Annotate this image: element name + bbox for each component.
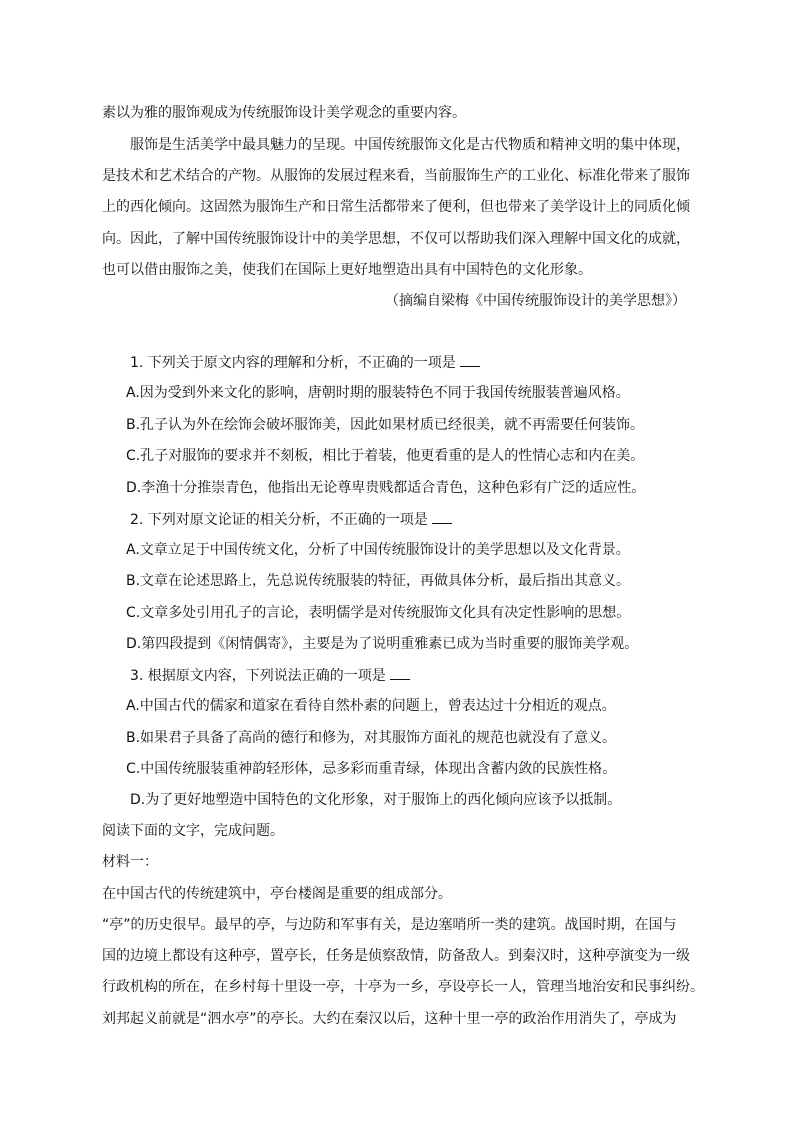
passage-source: （摘编自梁梅《中国传统服饰设计的美学思想》） [385, 293, 686, 309]
question-option: B.如果君子具备了高尚的德行和修为，对其服饰方面礼的规范也就没有了意义。 [126, 730, 617, 746]
passage-line: 是技术和艺术结合的产物。从服饰的发展过程来看，当前服饰生产的工业化、标准化带来了服饰 [102, 168, 690, 184]
answer-blank [390, 665, 410, 680]
material-line: 在中国古代的传统建筑中，亭台楼阁是重要的组成部分。 [102, 886, 452, 902]
material-line: “亭”的历史很早。最早的亭，与边防和军事有关，是边塞哨所一类的建筑。战国时期，在国与 [102, 917, 677, 933]
material-label: 材料一： [102, 854, 158, 870]
section-instruction: 阅读下面的文字，完成问题。 [102, 823, 284, 839]
material-line: 刘邦起义前就是“泗水亭”的亭长。大约在秦汉以后，这种十里一亭的政治作用消失了，亭成为 [102, 1011, 677, 1027]
question-option: D.李渔十分推崇青色，他指出无论尊卑贵贱都适合青色，这种色彩有广泛的适应性。 [126, 480, 646, 496]
passage-line: 素以为雅的服饰观成为传统服饰设计美学观念的重要内容。 [102, 105, 466, 121]
question-option: B.文章在论述思路上，先总说传统服装的特征，再做具体分析，最后指出其意义。 [126, 573, 631, 589]
question-stem: 2. 下列对原文论证的相关分析，不正确的一项是 [130, 509, 452, 530]
passage-line: 也可以借由服饰之美，使我们在国际上更好地塑造出具有中国特色的文化形象。 [102, 262, 592, 278]
question-stem: 3. 根据原文内容，下列说法正确的一项是 [130, 665, 410, 686]
question-option: C.孔子对服饰的要求并不刻板，相比于着装，他更看重的是人的性情心志和内在美。 [126, 448, 645, 464]
question-option: A.文章立足于中国传统文化，分析了中国传统服饰设计的美学思想以及文化背景。 [126, 542, 630, 558]
question-option: B.孔子认为外在绘饰会破坏服饰美，因此如果材质已经很美，就不再需要任何装饰。 [126, 417, 645, 433]
question-option: A.中国古代的儒家和道家在看待自然朴素的问题上，曾表达过十分相近的观点。 [126, 698, 616, 714]
passage-line: 上的西化倾向。这固然为服饰生产和日常生活都带来了便利，但也带来了美学设计上的同质化倾 [102, 199, 690, 215]
question-option: D.第四段提到《闲情偶寄》，主要是为了说明重雅素已成为当时重要的服饰美学观。 [126, 636, 639, 652]
question-stem: 1. 下列关于原文内容的理解和分析，不正确的一项是 [130, 352, 480, 373]
passage-line: 服饰是生活美学中最具魅力的呈现。中国传统服饰文化是古代物质和精神文明的集中体现， [130, 137, 690, 153]
material-line: 国的边境上都设有这种亭，置亭长，任务是侦察敌情，防备敌人。到秦汉时，这种亭演变为一级 [102, 948, 690, 964]
answer-blank [432, 509, 452, 524]
material-line: 行政机构的所在，在乡村每十里设一亭，十亭为一乡，亭设亭长一人，管理当地治安和民事纠纷。 [102, 979, 704, 995]
passage-line: 向。因此，了解中国传统服饰设计中的美学思想，不仅可以帮助我们深入理解中国文化的成就， [102, 231, 690, 247]
question-option: C.中国传统服装重神韵轻形体，忌多彩而重青绿，体现出含蓄内敛的民族性格。 [126, 761, 617, 777]
question-option: C.文章多处引用孔子的言论，表明儒学是对传统服饰文化具有决定性影响的思想。 [126, 605, 631, 621]
question-option: D.为了更好地塑造中国特色的文化形象，对于服饰上的西化倾向应该予以抵制。 [130, 792, 622, 808]
answer-blank [460, 352, 480, 367]
question-option: A.因为受到外来文化的影响，唐朝时期的服装特色不同于我国传统服装普遍风格。 [126, 385, 630, 401]
